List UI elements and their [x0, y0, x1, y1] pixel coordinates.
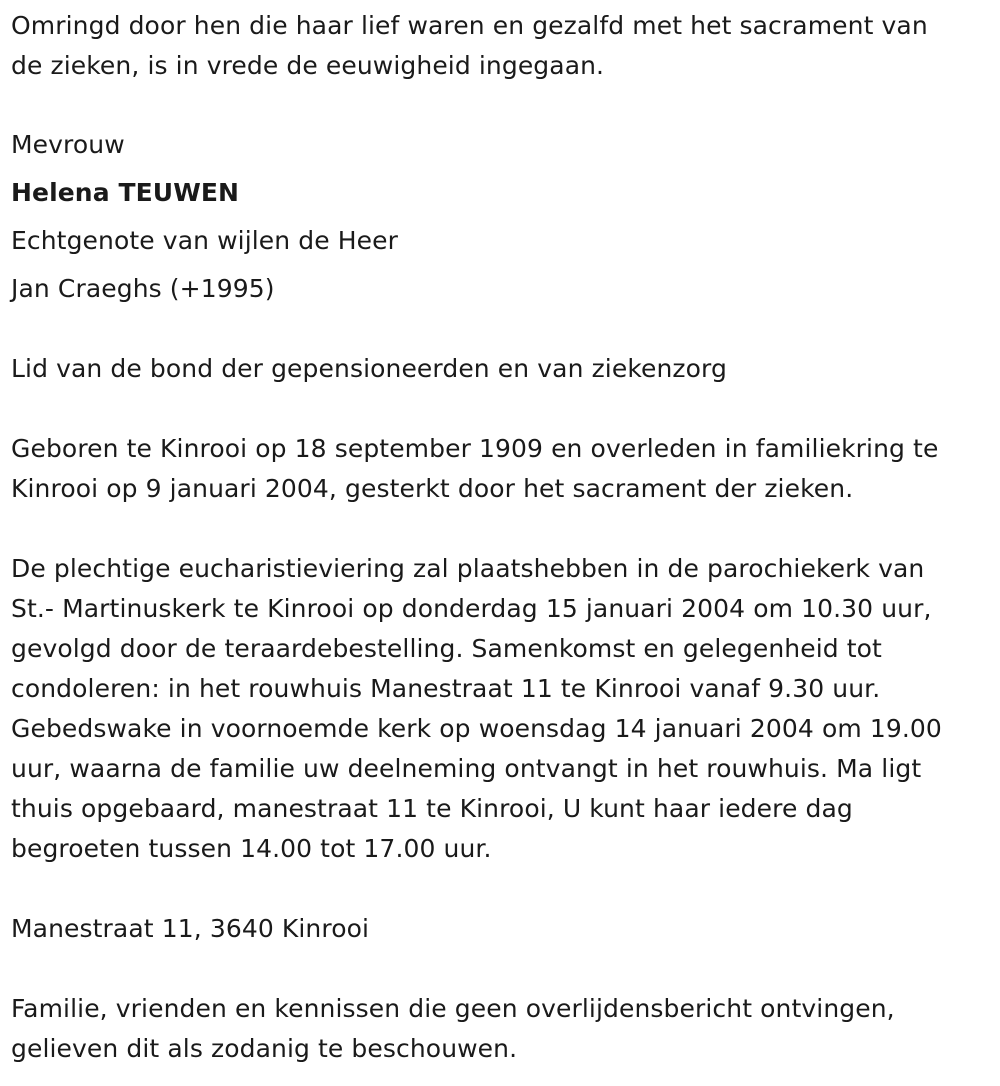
deceased-name: Helena TEUWEN — [11, 178, 240, 207]
intro-line-1: Omringd door hen die haar lief waren en gezalfd met het sacrament van — [11, 11, 928, 40]
ceremony-line-7: thuis opgebaard, manestraat 11 te Kinrooi, U kunt haar iedere dag — [11, 794, 853, 823]
closing-line-1: Familie, vrienden en kennissen die geen overlijdensbericht ontvingen, — [11, 994, 895, 1023]
ceremony-line-4: condoleren: in het rouwhuis Manestraat 11 te Kinrooi vanaf 9.30 uur. — [11, 674, 881, 703]
ceremony-line-8: begroeten tussen 14.00 tot 17.00 uur. — [11, 834, 492, 863]
ceremony-line-6: uur, waarna de familie uw deelneming ontvangt in het rouwhuis. Ma ligt — [11, 754, 922, 783]
address: Manestraat 11, 3640 Kinrooi — [11, 914, 370, 943]
spouse-line-1: Echtgenote van wijlen de Heer — [11, 226, 399, 255]
membership: Lid van de bond der gepensioneerden en van ziekenzorg — [11, 354, 727, 383]
birth-death-line-1: Geboren te Kinrooi op 18 september 1909 en overleden in familiekring te — [11, 434, 939, 463]
ceremony-line-1: De plechtige eucharistieviering zal plaatshebben in de parochiekerk van — [11, 554, 925, 583]
ceremony-line-5: Gebedswake in voornoemde kerk op woensdag 14 januari 2004 om 19.00 — [11, 714, 942, 743]
spouse-line-2: Jan Craeghs (+1995) — [11, 274, 275, 303]
ceremony-line-2: St.- Martinuskerk te Kinrooi op donderdag 15 januari 2004 om 10.30 uur, — [11, 594, 932, 623]
birth-death-line-2: Kinrooi op 9 januari 2004, gesterkt door het sacrament der zieken. — [11, 474, 854, 503]
intro-line-2: de zieken, is in vrede de eeuwigheid ingegaan. — [11, 51, 605, 80]
salutation: Mevrouw — [11, 130, 125, 159]
ceremony-line-3: gevolgd door de teraardebestelling. Samenkomst en gelegenheid tot — [11, 634, 882, 663]
closing-line-2: gelieven dit als zodanig te beschouwen. — [11, 1034, 518, 1063]
